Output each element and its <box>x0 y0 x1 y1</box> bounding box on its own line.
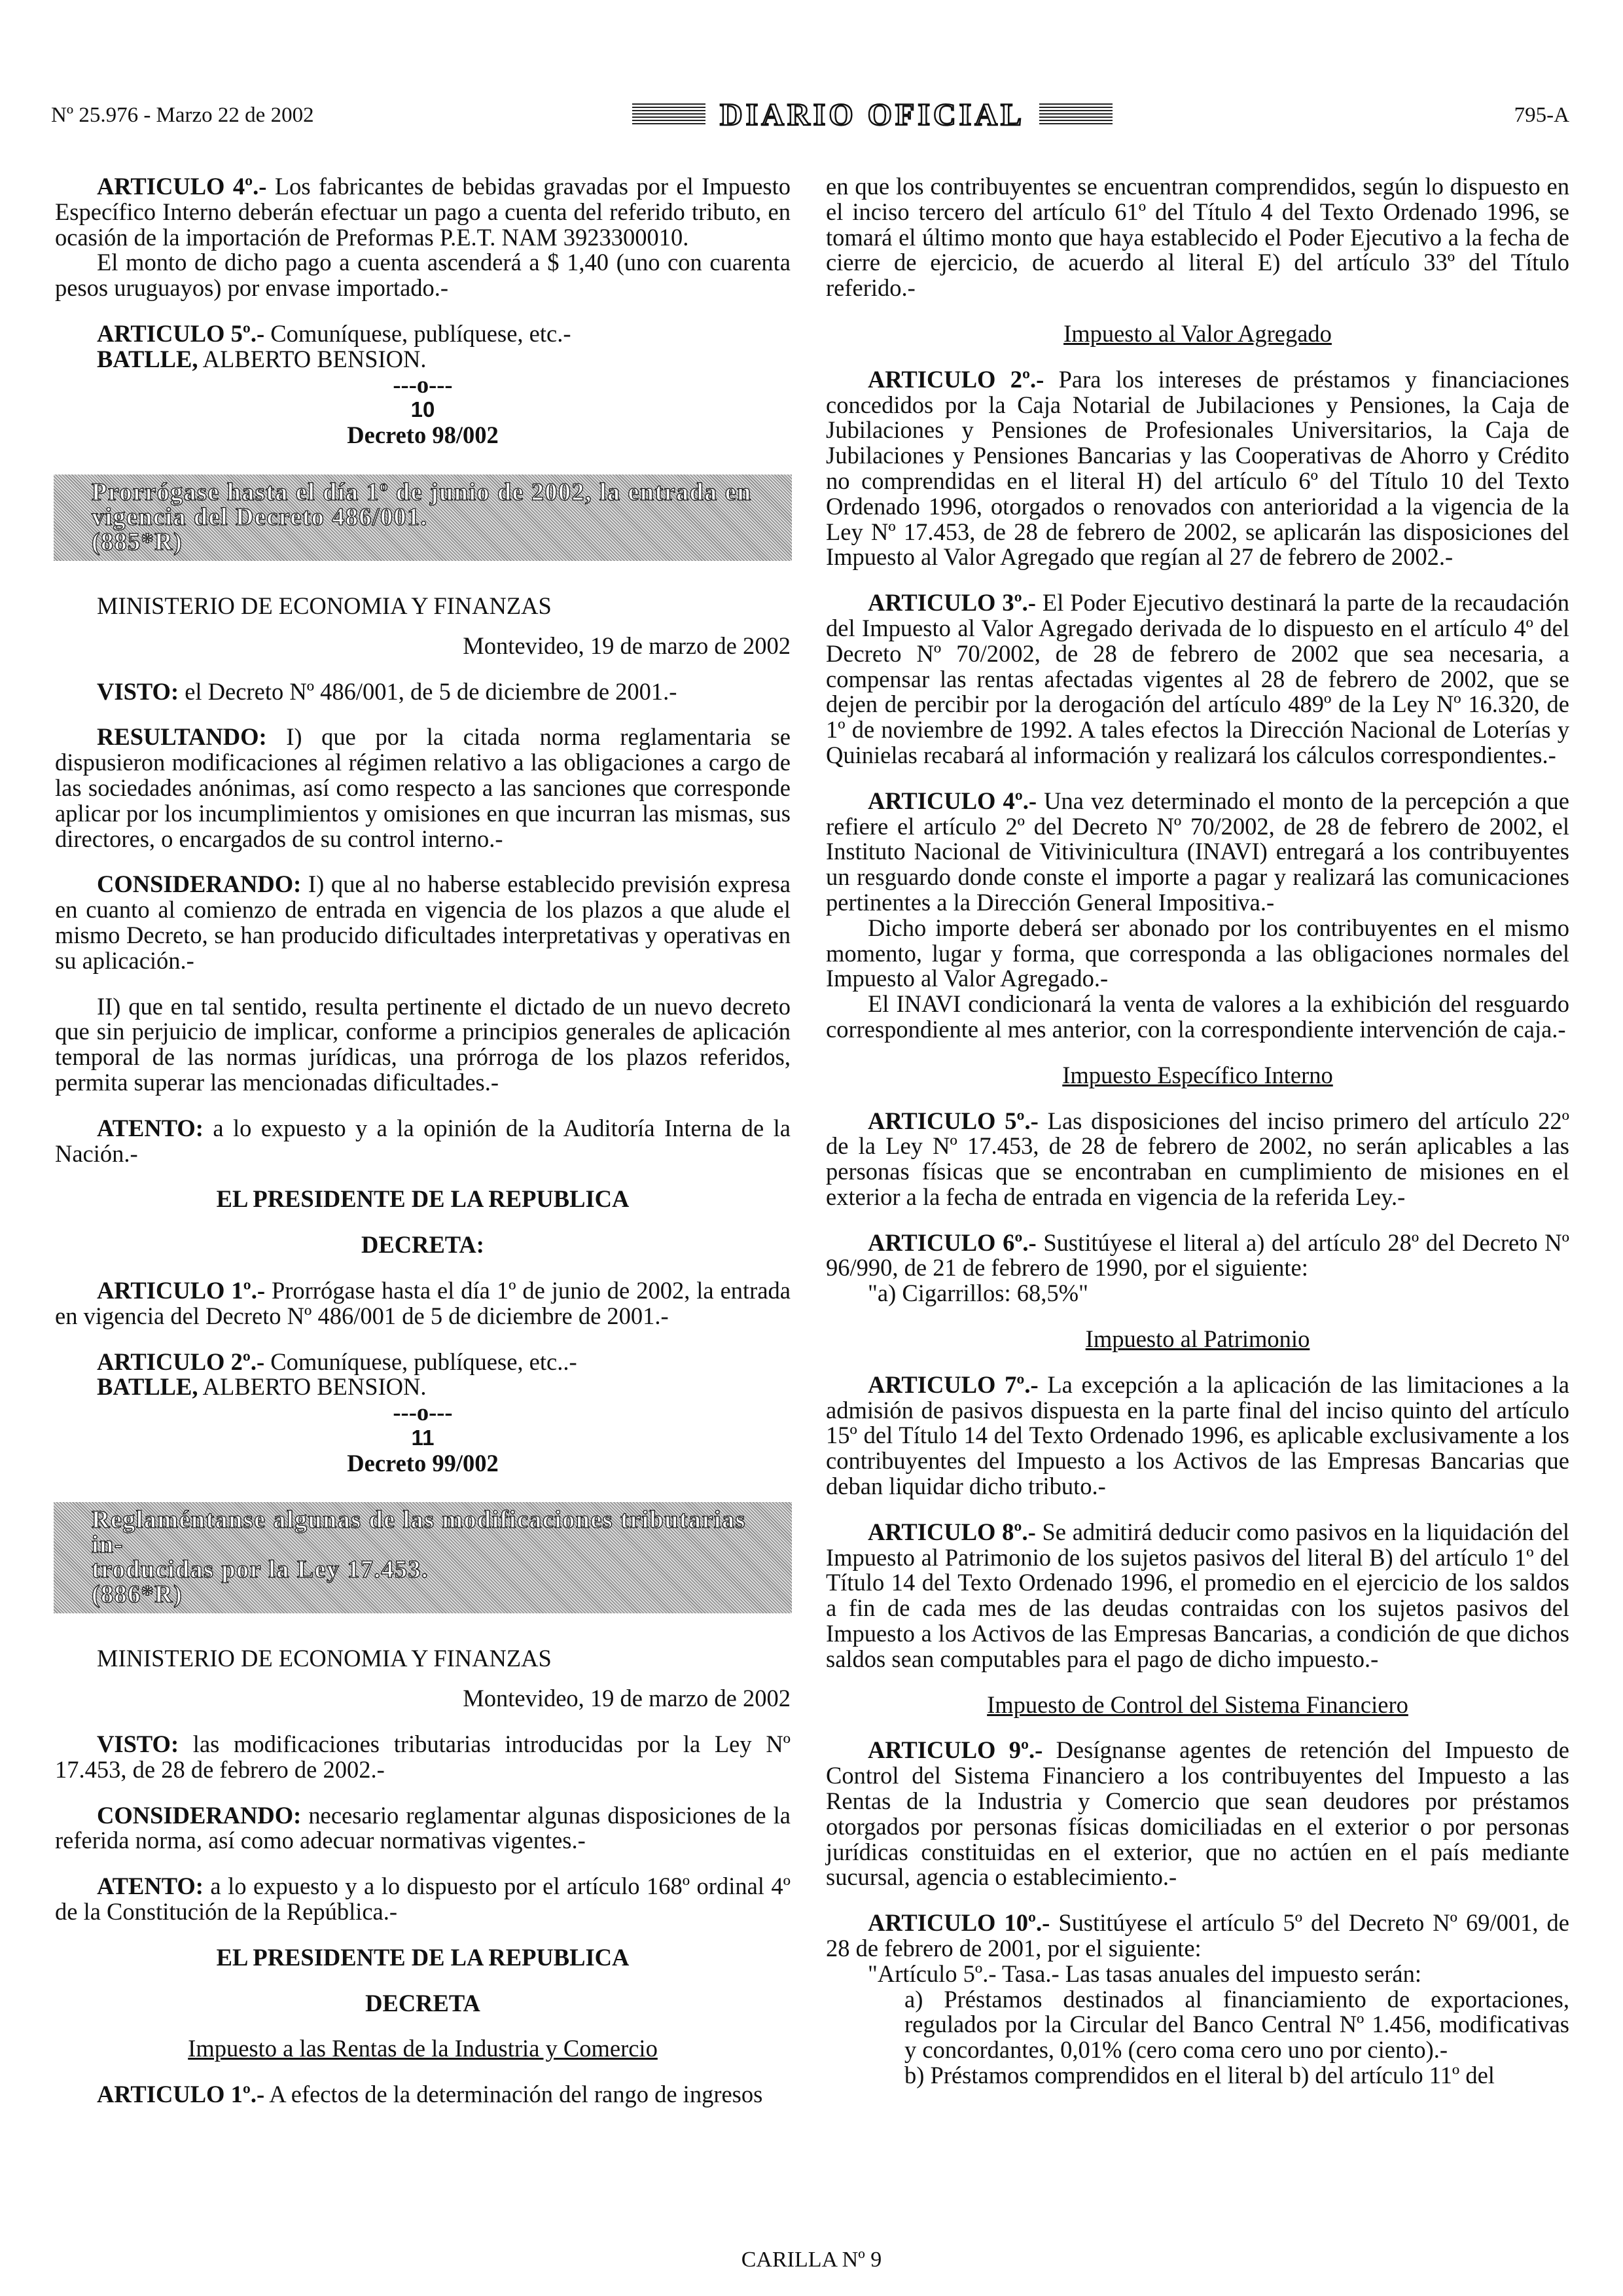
article-text: Los fabricantes de bebidas gravadas por el Impuesto Específico Interno deberán efectuar un pago a cuenta del referido tributo, en ocasión de la importación de Preformas P.E.T. NAM 3923300010. <box>55 173 791 251</box>
article-1-paragraph <box>55 1278 791 1329</box>
article-5-paragraph <box>55 321 791 347</box>
summary-line: vigencia del Decreto 486/001. <box>92 503 428 531</box>
article-label: ARTICULO 5º.- <box>97 319 265 347</box>
article-10-item-a: a) Préstamos destinados al financiamiento de exportaciones, regulados por la Circular del Banco Central Nº 1.456, modificativas y concordantes, 0,01% (cero coma cero uno por ciento).- <box>904 1985 1569 2064</box>
label: CONSIDERANDO: <box>97 870 302 898</box>
summary-line: Prorrógase hasta el día 1º de junio de 2002, la entrada en <box>92 478 752 506</box>
masthead-rule-right <box>1039 103 1113 126</box>
article-text: A efectos de la determinación del rango de ingresos <box>264 2081 763 2108</box>
article-text: Las disposiciones del inciso primero del artículo 22º de la Ley Nº 17.453, de 28 de febrero de 2002, no serán aplicables a las personas físicas que se encontraban en cumplimiento de misiones en el exterior a la fecha de entrada en vigencia de la referida Ley.- <box>826 1107 1569 1210</box>
label: RESULTANDO: <box>97 723 267 751</box>
article-text: La excepción a la aplicación de las limitaciones a la admisión de pasivos dispuesta en la parte final del inciso quinto del artículo 15º del Título 14 del Texto Ordenado 1996, es aplicable exclusivamente a los contribuyentes del Impuesto a los Activos de las Empresas Bancarias que deban liquidar dicho tributo.- <box>826 1371 1569 1500</box>
article-label: ARTICULO 9º.- <box>868 1736 1043 1764</box>
considerando-ii-paragraph: II) que en tal sentido, resulta pertinente el dictado de un nuevo decreto que sin perjuicio de implicar, conforme a principios generales de aplicación temporal de las normas jurídicas, una prórroga de los plazos referidos, permita superar las mencionadas dificultades.- <box>55 992 791 1096</box>
signature-name: BATLLE, <box>97 345 198 372</box>
article-10-paragraph <box>826 1910 1569 1962</box>
article-label: ARTICULO 7º.- <box>868 1371 1039 1398</box>
article-3-paragraph <box>826 590 1569 768</box>
place-date: Montevideo, 19 de marzo de 2002 <box>463 1685 791 1712</box>
article-4-paragraph-2: Dicho importe deberá ser abonado por los contribuyentes en el mismo momento, lugar y forma, que corresponda a las obligaciones normales del Impuesto al Valor Agregado.- <box>826 914 1569 992</box>
article-label: ARTICULO 1º.- <box>97 1276 265 1304</box>
left-column <box>55 174 791 2108</box>
masthead-rule-left <box>632 103 705 126</box>
separator: ---o--- <box>393 1399 453 1426</box>
summary-box <box>54 475 792 561</box>
signature-rest: ALBERTO BENSION. <box>198 345 427 372</box>
text: a lo expuesto y a la opinión de la Auditoría Interna de la Nación.- <box>55 1114 791 1167</box>
visto-paragraph <box>55 1732 791 1783</box>
article-10-item-b: b) Préstamos comprendidos en el literal b) del artículo 11º del <box>904 2062 1495 2089</box>
article-label: ARTICULO 2º.- <box>97 1348 265 1375</box>
article-1-paragraph <box>55 2082 791 2108</box>
signature-rest: ALBERTO BENSION. <box>198 1373 427 1401</box>
text: las modificaciones tributarias introducidas por la Ley Nº 17.453, de 28 de febrero de 2002.- <box>55 1731 791 1783</box>
considerando-paragraph <box>55 1803 791 1854</box>
article-text: Se admitirá deducir como pasivos en la liquidación del Impuesto al Patrimonio de los sujetos pasivos del literal B) del artículo 1º del Título 14 del Texto Ordenado 1996, el promedio en el ejercicio de los saldos a fin de cada mes de las deudas contraidas con los sujetos pasivos del Impuesto a los Activos de las Empresas Bancarias, a condición de que dichos saldos sean computables para el pago de dicho impuesto.- <box>826 1518 1569 1672</box>
article-4-paragraph-3: El INAVI condicionará la venta de valores a la exhibición del resguardo correspondiente al mes anterior, con la correspondiente intervención de caja.- <box>826 990 1569 1043</box>
article-2-paragraph <box>826 367 1569 570</box>
ministry-name: MINISTERIO DE ECONOMIA Y FINANZAS <box>97 1645 552 1672</box>
label: CONSIDERANDO: <box>97 1801 302 1829</box>
article-6-quote: "a) Cigarrillos: 68,5%" <box>868 1280 1088 1307</box>
decree-title: Decreto 98/002 <box>347 422 499 449</box>
article-label: ARTICULO 1º.- <box>97 2081 265 2108</box>
text: I) que al no haberse establecido previsión expresa en cuanto al comienzo de entrada en vigencia de los plazos a que alude el mismo Decreto, se han producido dificultades interpretativas y operativas en su aplicación.- <box>55 870 791 974</box>
section-heading-iesi: Impuesto Específico Interno <box>1062 1061 1333 1088</box>
article-5-paragraph <box>826 1109 1569 1210</box>
ministry-name: MINISTERIO DE ECONOMIA Y FINANZAS <box>97 592 552 619</box>
label: ATENTO: <box>97 1873 204 1900</box>
right-column <box>826 174 1569 2089</box>
article-text: Sustitúyese el artículo 5º del Decreto Nº 69/001, de 28 de febrero de 2001, por el siguiente: <box>826 1909 1569 1962</box>
article-text: Una vez determinado el monto de la percepción a que refiere el artículo 2º del Decreto Nº 70/2002, de 28 de febrero de 2002, el Instituto Nacional de Vitivinicultura (INAVI) entregará a los contribuyentes un resguardo donde conste el importe a pagar y realizará las comunicaciones pertinentes a la Dirección General Impositiva.- <box>826 787 1569 916</box>
page-header <box>51 97 1569 143</box>
atento-paragraph <box>55 1116 791 1167</box>
section-heading-ip: Impuesto al Patrimonio <box>1085 1325 1310 1353</box>
article-label: ARTICULO 10º.- <box>868 1909 1050 1937</box>
text: el Decreto Nº 486/001, de 5 de diciembre de 2001.- <box>179 677 677 705</box>
article-9-paragraph <box>826 1738 1569 1890</box>
visto-paragraph <box>55 679 791 705</box>
article-10-quote: "Artículo 5º.- Tasa.- Las tasas anuales del impuesto serán: <box>868 1960 1422 1987</box>
summary-line: (886*R) <box>92 1581 183 1609</box>
article-6-paragraph <box>826 1230 1569 1282</box>
signature <box>55 347 791 372</box>
section-heading-irc: Impuesto a las Rentas de la Industria y Comercio <box>188 2035 658 2062</box>
presidente-heading: EL PRESIDENTE DE LA REPUBLICA <box>216 1943 630 1971</box>
article-label: ARTICULO 2º.- <box>868 365 1044 393</box>
article-text: Prorrógase hasta el día 1º de junio de 2002, la entrada en vigencia del Decreto Nº 486/001 de 5 de diciembre de 2001.- <box>55 1276 791 1329</box>
place-date: Montevideo, 19 de marzo de 2002 <box>463 632 791 659</box>
presidente-heading: EL PRESIDENTE DE LA REPUBLICA <box>216 1185 630 1213</box>
signature-name: BATLLE, <box>97 1373 198 1401</box>
considerando-paragraph <box>55 872 791 973</box>
article-8-paragraph <box>826 1520 1569 1672</box>
decree-title: Decreto 99/002 <box>347 1449 499 1477</box>
article-4-paragraph <box>826 789 1569 916</box>
summary-line: (885*R) <box>92 528 183 556</box>
label: VISTO: <box>97 677 179 705</box>
article-4-paragraph-2: El monto de dicho pago a cuenta ascenderá a $ 1,40 (uno con cuarenta pesos uruguayos) por envase importado.- <box>55 249 791 302</box>
article-text: Sustitúyese el literal a) del artículo 28º del Decreto Nº 96/990, de 21 de febrero de 1990, por el siguiente: <box>826 1229 1569 1282</box>
article-1-continuation: en que los contribuyentes se encuentran comprendidos, según lo dispuesto en el inciso tercero del artículo 61º del Título 4 del Texto Ordenado 1996, se tomará el último monto que haya establecido el Poder Ejecutivo a la fecha de cierre de ejercicio, de acuerdo al literal E) del artículo 33º del Título referido.- <box>826 173 1569 302</box>
article-7-paragraph <box>826 1372 1569 1499</box>
article-label: ARTICULO 6º.- <box>868 1229 1037 1256</box>
decreta-heading: DECRETA <box>365 1989 480 2017</box>
article-label: ARTICULO 8º.- <box>868 1518 1036 1545</box>
article-label: ARTICULO 3º.- <box>868 589 1036 617</box>
article-text: El Poder Ejecutivo destinará la parte de la recaudación del Impuesto al Valor Agregado derivada de lo dispuesto en el artículo 4º del Decreto Nº 70/2002, de 28 de febrero de 2002 que sea necesaria, a compensar las rentas afectadas vigentes al 28 de febrero de 2002, que se dejen de percibir por la derogación del artículo 489º de la Ley Nº 16.320, de 1º de noviembre de 1992. A tales efectos la Dirección Nacional de Loterías y Quinielas recabará al información y realizará los cálculos correspondientes.- <box>826 589 1569 768</box>
issue-date: Nº 25.976 - Marzo 22 de 2002 <box>51 103 314 127</box>
summary-line: troducidas por la Ley 17.453. <box>92 1556 429 1584</box>
summary-box <box>54 1502 792 1613</box>
page-footer: CARILLA Nº 9 <box>741 2248 882 2272</box>
article-label: ARTICULO 4º.- <box>868 787 1037 814</box>
article-label: ARTICULO 5º.- <box>868 1107 1039 1134</box>
page-number: 795-A <box>1514 103 1569 127</box>
text: necesario reglamentar algunas disposiciones de la referida norma, así como adecuar normativas vigentes.- <box>55 1801 791 1854</box>
text: a lo expuesto y a lo dispuesto por el artículo 168º ordinal 4º de la Constitución de la República.- <box>55 1873 791 1926</box>
article-label: ARTICULO 4º.- <box>97 173 267 200</box>
article-text: Para los intereses de préstamos y financiaciones concedidos por la Caja Notarial de Jubilaciones y Pensiones, la Caja de Jubilaciones y Pensiones de Profesionales Universitarios, la Caja de Jubilaciones y Pensiones Bancarias y las Cooperativas de Ahorro y Crédito no comprendidas en el literal H) del artículo 6º del Título 10 del Texto Ordenado 1996, otorgados o renovados con anterioridad a la vigencia de la Ley Nº 17.453, de 28 de febrero de 2002, se aplicarán las disposiciones del Impuesto al Valor Agregado que regían al 27 de febrero de 2002.- <box>826 365 1569 571</box>
resultando-paragraph <box>55 725 791 852</box>
decreta-heading: DECRETA: <box>361 1231 484 1259</box>
separator: ---o--- <box>393 370 453 398</box>
masthead-title: DIARIO OFICIAL <box>719 97 1026 132</box>
article-2-paragraph <box>55 1350 791 1375</box>
article-text: Desígnanse agentes de retención del Impuesto de Control del Sistema Financiero a los contribuyentes del Impuesto a las Rentas de la Industria y Comercio que sean deudores por préstamos otorgados por personas físicas domiciliadas en el exterior o por personas jurídicas constituidas en el exterior, que no actúen en el país mediante sucursal, agencia o establecimiento.- <box>826 1736 1569 1891</box>
article-text: Comuníquese, publíquese, etc..- <box>264 1348 577 1375</box>
signature <box>55 1374 791 1400</box>
article-text: Comuníquese, publíquese, etc.- <box>264 319 571 347</box>
section-number: 11 <box>411 1425 435 1450</box>
article-4-paragraph <box>55 174 791 250</box>
label: VISTO: <box>97 1731 179 1758</box>
masthead <box>620 97 1124 132</box>
section-heading-iva: Impuesto al Valor Agregado <box>1063 319 1332 347</box>
summary-line: Reglaméntanse algunas de las modificaciones tributarias in- <box>92 1506 746 1559</box>
atento-paragraph <box>55 1874 791 1925</box>
text: I) que por la citada norma reglamentaria se dispusieron modificaciones al régimen relativo a las obligaciones a cargo de las sociedades anónimas, así como respecto a las sanciones que corresponde aplicar por los incumplimientos y omisiones en que incurran las mismas, sus directores, o encargados de su control interno.- <box>55 723 791 852</box>
label: ATENTO: <box>97 1114 204 1141</box>
section-heading-icsf: Impuesto de Control del Sistema Financiero <box>987 1691 1408 1718</box>
section-number: 10 <box>410 397 435 422</box>
